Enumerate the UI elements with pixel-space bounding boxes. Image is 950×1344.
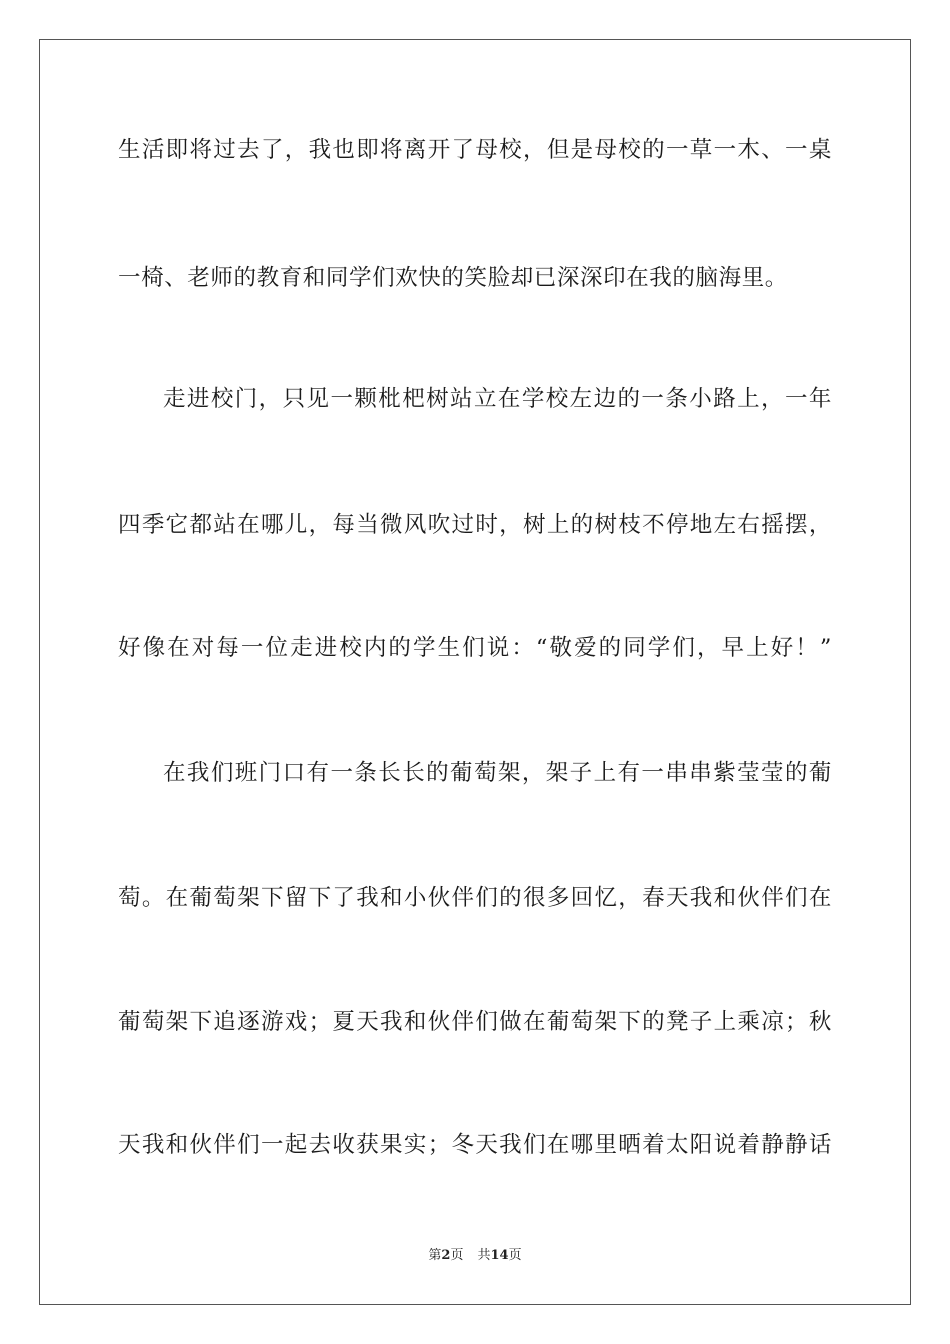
page-number: 2 <box>441 1248 451 1263</box>
total-suffix: 页 <box>508 1248 522 1263</box>
paragraph-first-line: 走进校门，只见一颗枇杷树站立在学校左边的一条小路上，一年 <box>163 386 832 412</box>
text-line: 天我和伙伴们一起去收获果实；冬天我们在哪里晒着太阳说着静静话 <box>118 1132 832 1158</box>
text-line: 萄。在葡萄架下留下了我和小伙伴们的很多回忆，春天我和伙伴们在 <box>118 885 832 911</box>
page-border <box>39 39 911 1305</box>
paragraph-first-line: 在我们班门口有一条长长的葡萄架，架子上有一串串紫莹莹的葡 <box>163 760 832 786</box>
page-suffix: 页 <box>450 1248 464 1263</box>
total-pages: 14 <box>490 1248 509 1263</box>
page-footer <box>0 1247 950 1265</box>
text-line: 四季它都站在哪儿，每当微风吹过时，树上的树枝不停地左右摇摆， <box>118 512 832 538</box>
text-line: 葡萄架下追逐游戏；夏天我和伙伴们做在葡萄架下的凳子上乘凉；秋 <box>118 1009 832 1035</box>
text-line: 好像在对每一位走进校内的学生们说：“敬爱的同学们，早上好！” <box>118 635 832 661</box>
total-prefix: 共 <box>477 1248 491 1263</box>
page-prefix: 第 <box>428 1248 442 1263</box>
text-line: 生活即将过去了，我也即将离开了母校，但是母校的一草一木、一桌 <box>118 137 832 163</box>
text-line: 一椅、老师的教育和同学们欢快的笑脸却已深深印在我的脑海里。 <box>118 265 788 291</box>
